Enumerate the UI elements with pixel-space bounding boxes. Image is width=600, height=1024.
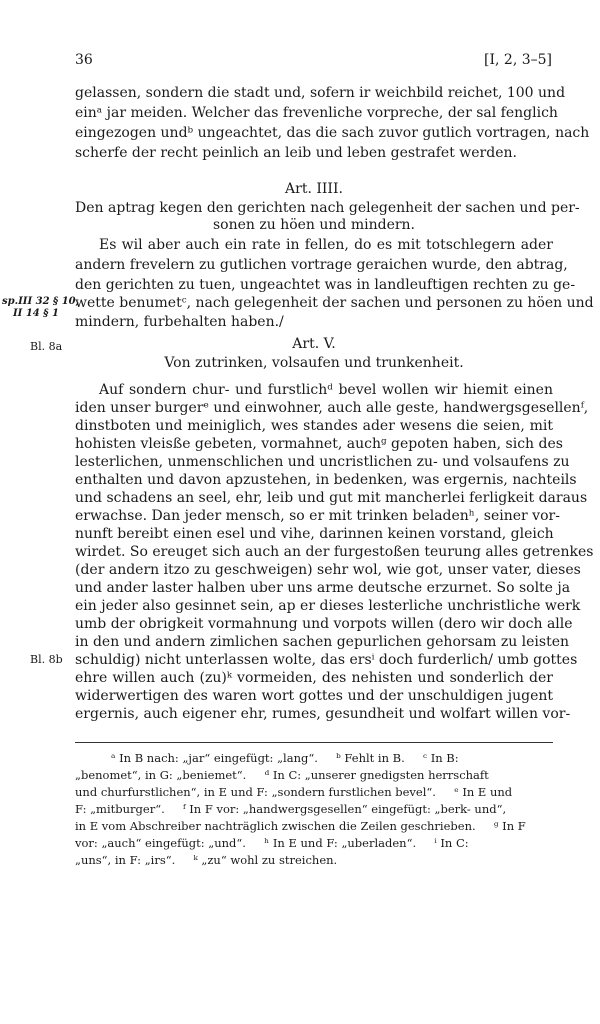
text-line: wirdet. So ereuget sich auch an der furgestoßen teurung alles getrenkes: [75, 544, 594, 560]
text-line: eingezogen undᵇ ungeachtet, das die sach zuvor gutlich vortragen, nach: [75, 125, 590, 141]
heading-line: Art. IIII.: [285, 181, 343, 197]
text-line: wette benumetᶜ, nach gelegenheit der sachen und personen zu höen und: [75, 295, 594, 311]
text-line: nunft bereibt einen esel und vihe, darinnen keinen vorstand, gleich: [75, 526, 554, 542]
margin-note: II 14 § 1: [13, 308, 59, 319]
text-line: (der andern itzo zu geschweigen) sehr wol, wie got, unser vater, dieses: [75, 562, 581, 578]
text-line: umb der obrigkeit vormahnung und vorpots willen (dero wir doch alle: [75, 616, 573, 632]
text-line: ehre willen auch (zu)ᵏ vormeiden, des nehisten und sonderlich der: [75, 670, 553, 686]
footnote-line: ᵃ In B nach: „jar“ eingefügt: „lang“. ᵇ Fehlt in B. ᶜ In B:: [111, 751, 459, 765]
text-line: und schadens an seel, ehr, leib und gut mit mancherlei ferligkeit daraus: [75, 490, 588, 506]
text-line: Auf sondern chur- und furstlichᵈ bevel wollen wir hiemit einen: [99, 382, 553, 398]
text-line: ein jeder also gesinnet sein, ap er dieses lesterliche unchristliche werk: [75, 598, 581, 614]
page-range: [I, 2, 3–5]: [484, 52, 552, 68]
margin-note: Bl. 8b: [30, 653, 63, 666]
footnote-divider: [75, 742, 553, 743]
text-line: gelassen, sondern die stadt und, sofern ir weichbild reichet, 100 und: [75, 85, 566, 101]
text-line: Es wil aber auch ein rate in fellen, do es mit totschlegern ader: [99, 237, 553, 253]
page-number: 36: [75, 52, 93, 68]
text-line: in den und andern zimlichen sachen gepurlichen gehorsam zu leisten: [75, 634, 570, 650]
text-line: und ander laster halben uber uns arme deutsche erzurnet. So solte ja: [75, 580, 571, 596]
footnote-line: in E vom Abschreiber nachträglich zwischen die Zeilen geschrieben. ᵍ In F: [75, 819, 526, 833]
text-line: scherfe der recht peinlich an leib und leben gestrafet werden.: [75, 145, 517, 161]
text-line: erwachse. Dan jeder mensch, so er mit trinken beladenʰ, seiner vor-: [75, 508, 560, 524]
margin-note: sp.III 32 § 10,: [2, 296, 80, 307]
margin-note: Bl. 8a: [30, 340, 63, 353]
text-line: andern frevelern zu gutlichen vortrage geraichen wurde, den abtrag,: [75, 257, 568, 273]
text-line: ergernis, auch eigener ehr, rumes, gesundheit und wolfart willen vor-: [75, 706, 571, 722]
text-line: dinstboten und meiniglich, wes standes ader wesens die seien, mit: [75, 418, 553, 434]
text-line: einᵃ jar meiden. Welcher das frevenliche vorpreche, der sal fenglich: [75, 105, 558, 121]
heading-line: Art. V.: [292, 336, 336, 352]
footnote-line: vor: „auch“ eingefügt: „und“. ʰ In E und F: „uberladen“. ⁱ In C:: [75, 836, 469, 850]
text-line: hohisten vleisße gebeten, vormahnet, auchᵍ gepoten haben, sich des: [75, 436, 563, 452]
heading-line: Von zutrinken, volsaufen und trunkenheit.: [164, 355, 464, 371]
footnote-line: „benomet“, in G: „beniemet“. ᵈ In C: „unserer gnedigsten herrschaft: [75, 768, 489, 782]
text-line: mindern, furbehalten haben./: [75, 314, 284, 330]
footnote-line: F: „mitburger“. ᶠ In F vor: „handwergsgesellen“ eingefügt: „berk- und“,: [75, 802, 507, 816]
text-line: enthalten und davon apzustehen, in bedenken, was ergernis, nachteils: [75, 472, 577, 488]
text-line: den gerichten zu tuen, ungeachtet was in landleuftigen rechten zu ge-: [75, 277, 576, 293]
footnote-line: „uns“, in F: „irs“. ᵏ „zu“ wohl zu streichen.: [75, 853, 338, 867]
text-line: iden unser burgerᵉ und einwohner, auch alle geste, handwergsgesellenᶠ,: [75, 400, 589, 416]
text-line: Den aptrag kegen den gerichten nach gelegenheit der sachen und per-: [75, 200, 580, 216]
text-line: widerwertigen des waren wort gottes und der unschuldigen jugent: [75, 688, 553, 704]
text-line: schuldig) nicht unterlassen wolte, das ersⁱ doch furderlich/ umb gottes: [75, 652, 578, 668]
footnote-line: und churfurstlichen“, in E und F: „sondern furstlichen bevel“. ᵉ In E und: [75, 785, 513, 799]
text-line: lesterlichen, unmenschlichen und uncristlichen zu- und volsaufens zu: [75, 454, 570, 470]
heading-line: sonen zu höen und mindern.: [212, 217, 416, 233]
